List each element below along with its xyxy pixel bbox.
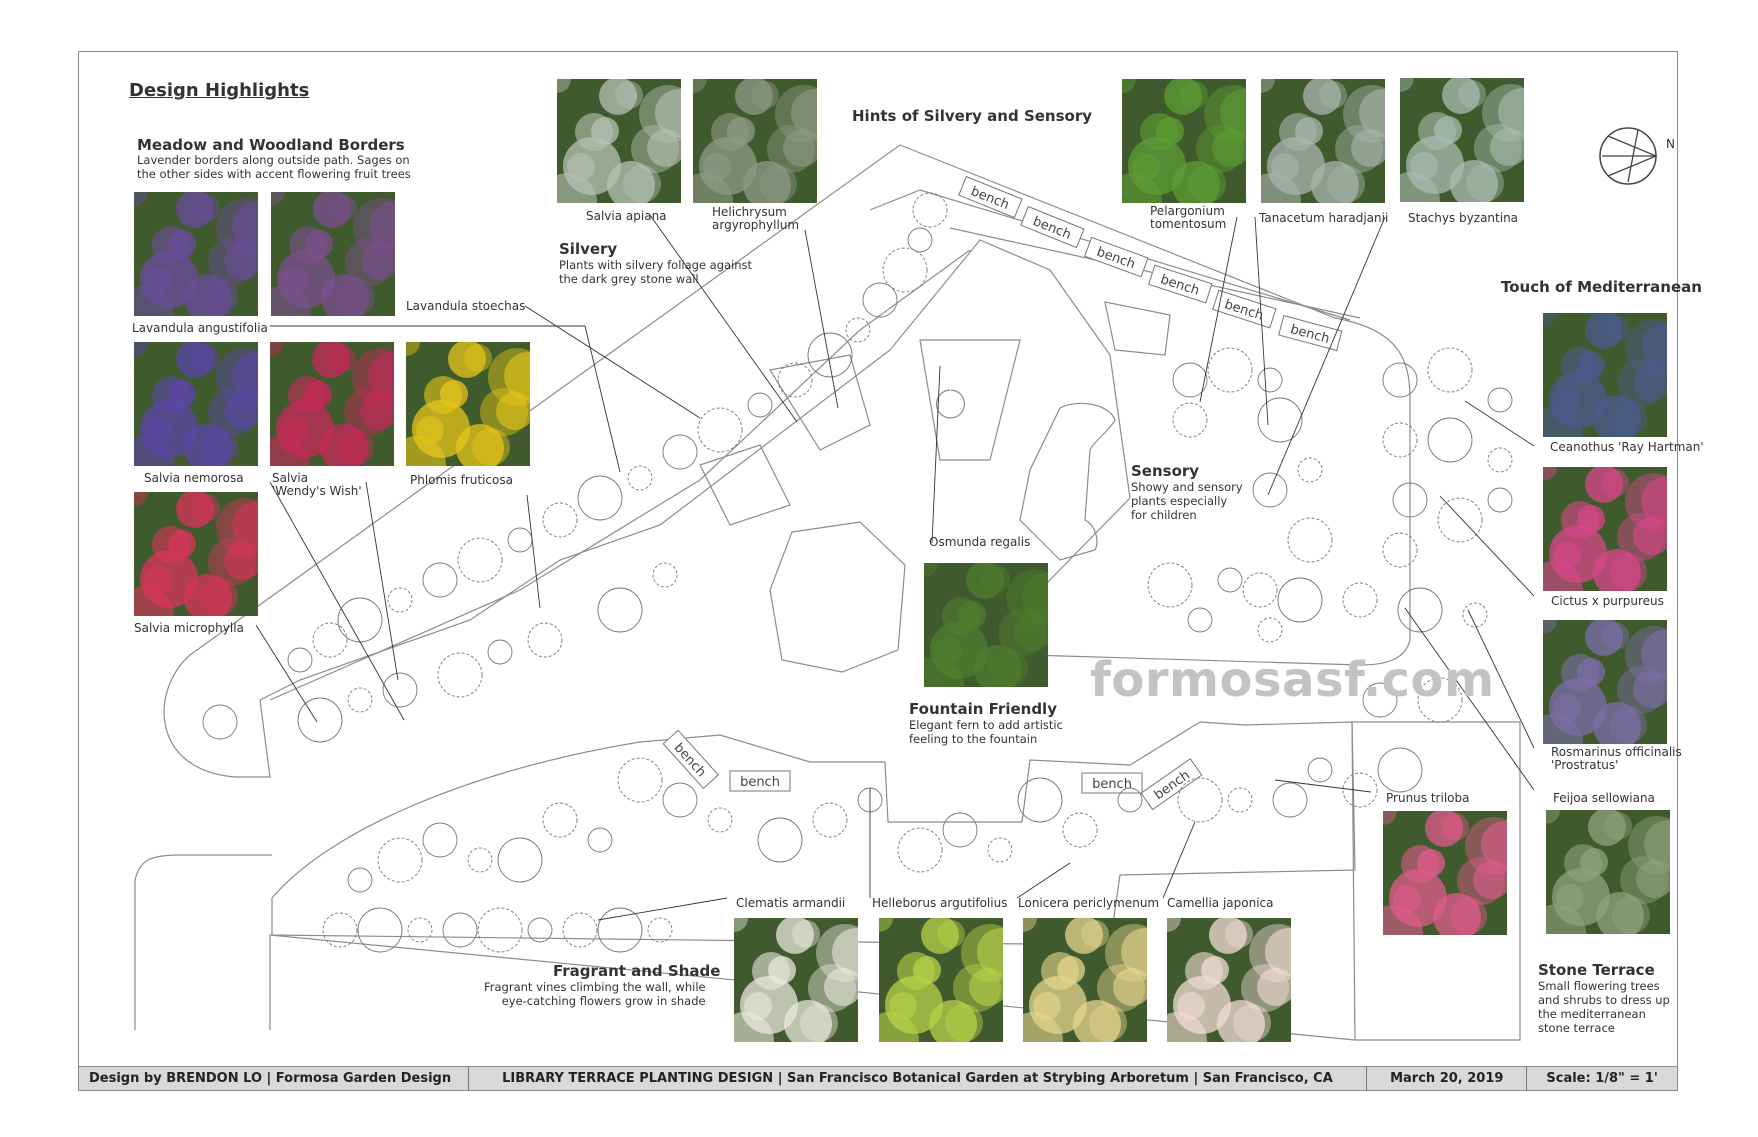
- plant-symbol-icon: [1488, 488, 1512, 512]
- silvery-title: Silvery: [559, 240, 618, 258]
- plant-symbol-icon: [663, 783, 697, 817]
- plant-label-feijoa-sellowiana: Feijoa sellowiana: [1553, 791, 1655, 805]
- plant-symbol-icon: [648, 918, 672, 942]
- plant-symbol-icon: [808, 333, 852, 377]
- plant-symbol-icon: [1228, 788, 1252, 812]
- plant-symbol-icon: [1438, 498, 1482, 542]
- plant-symbols: [203, 193, 1512, 952]
- plant-symbol-icon: [1288, 518, 1332, 562]
- plant-symbol-icon: [378, 838, 422, 882]
- plant-label-camellia-japonica: Camellia japonica: [1167, 896, 1274, 910]
- plant-photo-salvia-microphylla: [134, 492, 258, 616]
- plant-label-lavandula-stoechas: Lavandula stoechas: [406, 299, 526, 313]
- plant-label-tanacetum-haradjanii: Tanacetum haradjanii: [1259, 211, 1389, 225]
- plant-symbol-icon: [423, 823, 457, 857]
- stone-title: Stone Terrace: [1538, 961, 1655, 979]
- plant-symbol-icon: [383, 673, 417, 707]
- plant-photo-salvia-apiana: [557, 79, 681, 203]
- plant-label-salvia-apiana: Salvia apiana: [586, 209, 667, 223]
- plant-symbol-icon: [913, 193, 947, 227]
- plant-symbol-icon: [598, 908, 642, 952]
- plant-symbol-icon: [883, 248, 927, 292]
- plant-symbol-icon: [1383, 423, 1417, 457]
- plant-symbol-icon: [846, 318, 870, 342]
- plant-symbol-icon: [1208, 348, 1252, 392]
- fountain-area: [920, 340, 1020, 460]
- plant-symbol-icon: [1173, 403, 1207, 437]
- raised-bed-left: [700, 355, 870, 525]
- plant-symbol-icon: [588, 828, 612, 852]
- plant-symbol-icon: [1063, 813, 1097, 847]
- svg-text:bench: bench: [1151, 767, 1193, 803]
- bench-label: [1082, 773, 1142, 793]
- plant-symbol-icon: [653, 563, 677, 587]
- lower-bed: [272, 722, 1355, 945]
- plant-label-salvia-nemorosa: Salvia nemorosa: [144, 471, 244, 485]
- plant-symbol-icon: [598, 588, 642, 632]
- plant-symbol-icon: [708, 808, 732, 832]
- plant-symbol-icon: [543, 803, 577, 837]
- design-highlights-heading: Design Highlights: [129, 80, 310, 101]
- plant-photo-prunus-triloba: [1383, 811, 1507, 935]
- silvery-sensory-heading: Hints of Silvery and Sensory: [852, 107, 1093, 125]
- plant-symbol-icon: [1308, 758, 1332, 782]
- plant-symbol-icon: [1243, 573, 1277, 607]
- leader-lines: [256, 215, 1534, 920]
- plant-symbol-icon: [543, 503, 577, 537]
- plant-symbol-icon: [288, 648, 312, 672]
- plant-symbol-icon: [348, 688, 372, 712]
- fountain-title: Fountain Friendly: [909, 700, 1057, 718]
- plant-symbol-icon: [698, 408, 742, 452]
- plant-symbol-icon: [498, 838, 542, 882]
- plant-symbol-icon: [1258, 398, 1302, 442]
- plant-photo-lavandula-stoechas: [271, 192, 395, 316]
- plant-symbol-icon: [508, 528, 532, 552]
- svg-text:bench: bench: [1092, 777, 1132, 792]
- plant-photo-ceanothus-ray-hartman: [1543, 313, 1667, 437]
- silvery-desc: Plants with silvery foliage against the dark grey stone wall: [559, 258, 753, 286]
- plant-symbol-icon: [1398, 588, 1442, 632]
- plant-label-phlomis-fruticosa: Phlomis fruticosa: [410, 473, 513, 487]
- footer-designer: Design by BRENDON LO | Formosa Garden Design: [79, 1066, 469, 1091]
- plant-symbol-icon: [663, 435, 697, 469]
- svg-text:bench: bench: [670, 740, 709, 781]
- bench-label: [1021, 207, 1084, 248]
- stone-desc: Small flowering trees and shrubs to dress up the mediterranean stone terrace: [1538, 979, 1670, 1035]
- plant-symbol-icon: [1258, 618, 1282, 642]
- svg-text:bench: bench: [968, 184, 1012, 213]
- plant-symbol-icon: [488, 640, 512, 664]
- title-block: [78, 1066, 1678, 1091]
- plant-symbol-icon: [1178, 778, 1222, 822]
- bench-label: [663, 730, 718, 788]
- plant-label-ceanothus-ray-hartman: Ceanothus 'Ray Hartman': [1550, 440, 1704, 454]
- svg-text:bench: bench: [1158, 272, 1202, 299]
- meadow-desc: Lavender borders along outside path. Sages on the other sides with accent flowering fruit trees: [137, 153, 411, 181]
- plant-symbol-icon: [458, 538, 502, 582]
- mediterranean-heading: Touch of Mediterranean: [1501, 278, 1702, 296]
- plant-symbol-icon: [468, 848, 492, 872]
- plant-symbol-icon: [988, 838, 1012, 862]
- plant-photo-lavandula-angustifolia: [134, 192, 258, 316]
- bench-label: [1141, 759, 1202, 810]
- plant-symbol-icon: [1148, 563, 1192, 607]
- meadow-title: Meadow and Woodland Borders: [137, 136, 405, 154]
- bench-label: [1279, 316, 1342, 351]
- plant-symbol-icon: [348, 868, 372, 892]
- plant-symbol-icon: [1298, 458, 1322, 482]
- plant-symbol-icon: [203, 705, 237, 739]
- plant-label-lavandula-angustifolia: Lavandula angustifolia: [132, 321, 268, 335]
- inner-path: [270, 250, 970, 700]
- plant-symbol-icon: [388, 588, 412, 612]
- footer-project: LIBRARY TERRACE PLANTING DESIGN | San Francisco Botanical Garden at Strybing Arboretum | San Francisco, CA: [469, 1066, 1368, 1091]
- fountain-desc: Elegant fern to add artistic feeling to the fountain: [909, 718, 1063, 746]
- plant-symbol-icon: [1258, 368, 1282, 392]
- plant-symbol-icon: [908, 228, 932, 252]
- plant-label-helichrysum-argyrophyllum: Helichrysum argyrophyllum: [712, 205, 800, 232]
- plant-label-cictus-x-purpureus: Cictus x purpureus: [1551, 594, 1664, 608]
- plant-label-salvia-wendy-s-wish: Salvia 'Wendy's Wish': [272, 471, 362, 498]
- plant-label-helleborus-argutifolius: Helleborus argutifolius: [872, 896, 1008, 910]
- plant-photo-rosmarinus-officinalis-prostratus: [1543, 620, 1667, 744]
- svg-text:bench: bench: [1030, 214, 1074, 243]
- plant-label-stachys-byzantina: Stachys byzantina: [1408, 211, 1519, 225]
- plant-photo-osmunda-regalis: [924, 563, 1048, 687]
- plant-photo-phlomis-fruticosa: [406, 342, 530, 466]
- sensory-desc: Showy and sensory plants especially for children: [1131, 480, 1243, 522]
- plant-symbol-icon: [1383, 363, 1417, 397]
- plant-symbol-icon: [943, 813, 977, 847]
- plant-symbol-icon: [563, 913, 597, 947]
- plant-symbol-icon: [1488, 388, 1512, 412]
- plant-photo-salvia-nemorosa: [134, 342, 258, 466]
- plant-label-clematis-armandii: Clematis armandii: [736, 896, 846, 910]
- plant-symbol-icon: [438, 653, 482, 697]
- plant-symbol-icon: [423, 563, 457, 597]
- plant-symbol-icon: [1273, 783, 1307, 817]
- plant-photo-clematis-armandii: [734, 918, 858, 1042]
- plant-symbol-icon: [1218, 568, 1242, 592]
- bench-label: [730, 771, 790, 791]
- plant-label-lonicera-periclymenum: Lonicera periclymenum: [1018, 896, 1160, 910]
- plant-symbol-icon: [1383, 533, 1417, 567]
- plant-photo-helleborus-argutifolius: [879, 918, 1003, 1042]
- bench-label: [1085, 237, 1148, 276]
- plant-label-osmunda-regalis: Osmunda regalis: [929, 535, 1031, 549]
- plant-photo-lonicera-periclymenum: [1023, 918, 1147, 1042]
- plant-symbol-icon: [1378, 748, 1422, 792]
- plant-symbol-icon: [1463, 603, 1487, 627]
- sensory-title: Sensory: [1131, 462, 1200, 480]
- plant-symbol-icon: [1428, 348, 1472, 392]
- plant-photo-salvia-wendy-s-wish: [270, 342, 394, 466]
- plant-photo-camellia-japonica: [1167, 918, 1291, 1042]
- plant-label-salvia-microphylla: Salvia microphylla: [134, 621, 244, 635]
- plant-symbol-icon: [1343, 773, 1377, 807]
- svg-text:bench: bench: [1222, 297, 1266, 324]
- plant-symbol-icon: [1188, 608, 1212, 632]
- plant-symbol-icon: [813, 803, 847, 837]
- bench-label: [1213, 290, 1276, 328]
- plant-symbol-icon: [313, 623, 347, 657]
- plant-photo-cictus-x-purpureus: [1543, 467, 1667, 591]
- plant-symbol-icon: [618, 758, 662, 802]
- plant-label-pelargonium-tomentosum: Pelargonium tomentosum: [1150, 204, 1227, 231]
- plant-photo-pelargonium-tomentosum: [1122, 79, 1246, 203]
- plant-photo-feijoa-sellowiana: [1546, 810, 1670, 934]
- plant-symbol-icon: [1343, 583, 1377, 617]
- plant-symbol-icon: [1278, 578, 1322, 622]
- hexagon-path: [770, 522, 905, 672]
- fragrant-desc: Fragrant vines climbing the wall, while eye-catching flowers grow in shade: [484, 980, 706, 1008]
- plant-symbol-icon: [898, 828, 942, 872]
- bench-label: [1149, 265, 1212, 303]
- raised-bed-right: [1105, 302, 1170, 355]
- plant-symbol-icon: [338, 598, 382, 642]
- plant-photo-stachys-byzantina: [1400, 78, 1524, 202]
- footer-scale: Scale: 1/8" = 1': [1546, 1071, 1658, 1086]
- north-arrow-icon: [1598, 126, 1678, 186]
- watermark: formosasf.com: [1090, 652, 1495, 708]
- plant-symbol-icon: [408, 918, 432, 942]
- plant-symbol-icon: [628, 466, 652, 490]
- plant-label-rosmarinus-officinalis-prostratus: Rosmarinus officinalis 'Prostratus': [1551, 745, 1682, 772]
- plant-symbol-icon: [863, 283, 897, 317]
- island-path: [1020, 403, 1115, 560]
- plant-symbol-icon: [578, 476, 622, 520]
- svg-text:bench: bench: [1288, 322, 1332, 347]
- plant-label-prunus-triloba: Prunus triloba: [1386, 791, 1470, 805]
- svg-text:bench: bench: [740, 775, 780, 790]
- plant-symbol-icon: [478, 908, 522, 952]
- plant-photo-helichrysum-argyrophyllum: [693, 79, 817, 203]
- compass-label: N: [1666, 137, 1675, 151]
- fragrant-title: Fragrant and Shade: [553, 962, 721, 980]
- plant-symbol-icon: [443, 913, 477, 947]
- plant-symbol-icon: [1428, 418, 1472, 462]
- plant-symbol-icon: [758, 818, 802, 862]
- plant-symbol-icon: [748, 393, 772, 417]
- plant-symbol-icon: [528, 623, 562, 657]
- plant-symbol-icon: [298, 698, 342, 742]
- plant-symbol-icon: [1488, 448, 1512, 472]
- svg-text:bench: bench: [1094, 244, 1138, 273]
- plant-photo-tanacetum-haradjanii: [1261, 79, 1385, 203]
- footer-date: March 20, 2019: [1367, 1066, 1527, 1091]
